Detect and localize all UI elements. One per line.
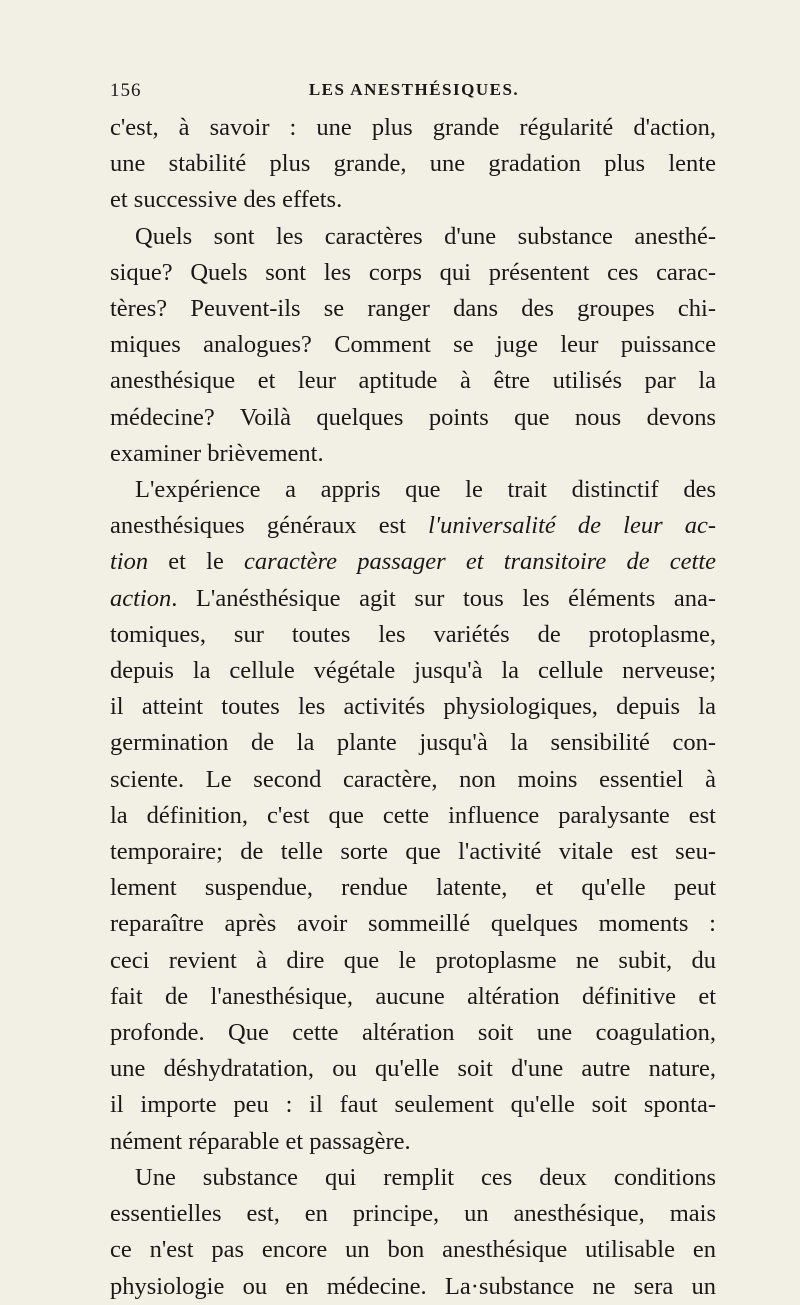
- text-line: il importe peu : il faut seulement qu'elle soit sponta-: [110, 1091, 716, 1119]
- text-line: ce n'est pas encore un bon anesthésique utilisable en: [110, 1236, 716, 1264]
- running-header: [110, 80, 718, 110]
- text-line: sciente. Le second caractère, non moins essentiel à: [110, 765, 716, 793]
- text-line: germination de la plante jusqu'à la sensibilité con-: [110, 729, 716, 757]
- text-line: lement suspendue, rendue latente, et qu'elle peut: [110, 874, 716, 902]
- text-line: il atteint toutes les activités physiologiques, depuis la: [110, 693, 716, 721]
- text-line: Quels sont les caractères d'une substance anesthé-: [135, 222, 716, 250]
- text-line: [110, 581, 716, 617]
- text-line: physiologie ou en médecine. La·substance ne sera un: [110, 1272, 716, 1300]
- text-segment: L'expérience a appris que le trait distinctif des: [135, 476, 716, 504]
- text-segment: . L'anésthésique agit sur tous les éléments ana-: [171, 584, 716, 612]
- text-line: examiner brièvement.: [110, 439, 324, 467]
- text-line: ceci revient à dire que le protoplasme ne subit, du: [110, 946, 716, 974]
- text-line: temporaire; de telle sorte que l'activité vitale est seu-: [110, 838, 716, 866]
- text-line: sique? Quels sont les corps qui présentent ces carac-: [110, 258, 716, 286]
- text-line: une déshydratation, ou qu'elle soit d'une autre nature,: [110, 1055, 716, 1083]
- italic-text: caractère passager et transitoire de cette: [244, 548, 716, 576]
- italic-text: l'universalité de leur ac-: [428, 512, 716, 540]
- text-line: anesthésique et leur aptitude à être utilisés par la: [110, 367, 716, 395]
- text-line: et successive des effets.: [110, 186, 343, 214]
- text-line: [110, 508, 716, 544]
- running-title: LES ANESTHÉSIQUES.: [308, 80, 520, 99]
- text-line: essentielles est, en principe, un anesthésique, mais: [110, 1200, 716, 1228]
- text-line: [110, 544, 716, 580]
- text-line: miques analogues? Comment se juge leur puissance: [110, 331, 716, 359]
- italic-text: tion: [110, 548, 149, 576]
- text-segment: et le: [148, 548, 245, 576]
- text-line: depuis la cellule végétale jusqu'à la cellule nerveuse;: [110, 657, 716, 685]
- text-line: Une substance qui remplit ces deux conditions: [135, 1163, 716, 1191]
- text-line: profonde. Que cette altération soit une coagulation,: [110, 1019, 716, 1047]
- text-line: c'est, à savoir : une plus grande régularité d'action,: [110, 114, 716, 141]
- text-line: nément réparable et passagère.: [110, 1127, 411, 1155]
- body-text: [110, 110, 716, 1305]
- page-number: 156: [110, 80, 142, 101]
- text-line: reparaître après avoir sommeillé quelques moments :: [110, 910, 716, 938]
- text-line: médecine? Voilà quelques points que nous devons: [110, 403, 716, 431]
- text-line: [110, 472, 716, 508]
- text-line: une stabilité plus grande, une gradation plus lente: [110, 150, 716, 178]
- text-line: la définition, c'est que cette influence paralysante est: [110, 801, 716, 829]
- text-line: tères? Peuvent-ils se ranger dans des groupes chi-: [110, 295, 716, 323]
- text-line: tomiques, sur toutes les variétés de protoplasme,: [110, 620, 716, 648]
- text-line: fait de l'anesthésique, aucune altération définitive et: [110, 982, 716, 1010]
- italic-text: action: [110, 584, 172, 612]
- text-segment: anesthésiques généraux est: [110, 512, 429, 540]
